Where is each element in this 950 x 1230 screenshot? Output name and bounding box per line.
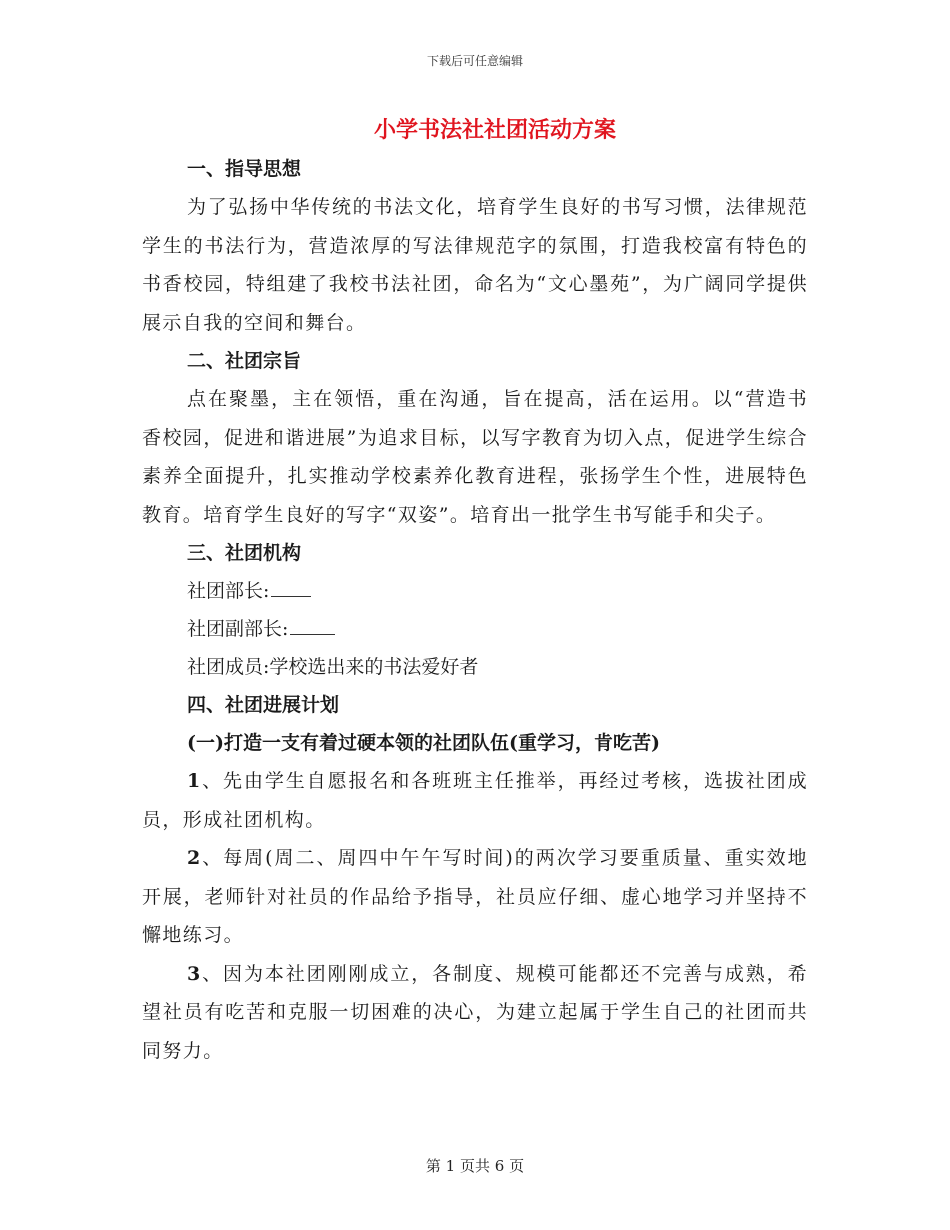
plan-item-3 [142, 955, 808, 1071]
org-line-director [142, 572, 808, 610]
page-footer: 第 1 页共 6 页 [425, 1157, 525, 1175]
org-line-members: 社团成员:学校选出来的书法爱好者 [187, 656, 479, 678]
section-paragraph-guiding-thought: 为了弘扬中华传统的书法文化，培育学生良好的书写习惯，法律规范学生的书法行为，营造浓厚的写法律规范字的氛围，打造我校富有特色的书香校园，特组建了我校书法社团，命名为“文心墨苑”，为广阔同学提供展示自我的空间和舞台。 [142, 196, 808, 334]
org-label-deputy-director: 社团副部长: [187, 618, 289, 640]
plan-item-2-text: 、每周(周二、周四中午午写时间)的两次学习要重质量、重实效地开展，老师针对社员的作品给予指导，社员应仔细、虚心地学习并坚持不懈地练习。 [142, 847, 808, 946]
plan-item-2-number: 2 [187, 847, 202, 869]
blank-underline [271, 596, 311, 597]
document-title: 小学书法社社团活动方案 [373, 117, 616, 143]
section-heading-purpose: 二、社团宗旨 [187, 350, 302, 372]
document-body [142, 150, 808, 1070]
plan-item-3-text: 、因为本社团刚刚成立，各制度、规模可能都还不完善与成熟，希望社员有吃苦和克服一切困难的决心，为建立起属于学生自己的社团而共同努力。 [142, 962, 808, 1062]
section-heading-guiding-thought: 一、指导思想 [187, 158, 302, 180]
plan-item-3-number: 3 [187, 962, 202, 985]
plan-item-2 [142, 839, 808, 955]
section-heading-plan: 四、社团进展计划 [187, 694, 340, 716]
plan-subheading-1: (一)打造一支有着过硬本领的社团队伍(重学习，肯吃苦) [187, 732, 660, 754]
blank-underline [290, 634, 335, 635]
header-note: 下载后可任意编辑 [426, 54, 523, 68]
plan-item-1-text: 、先由学生自愿报名和各班班主任推举，再经过考核，选拔社团成员，形成社团机构。 [142, 770, 808, 831]
section-heading-organization: 三、社团机构 [187, 542, 302, 564]
org-line-deputy-director [142, 610, 808, 648]
section-paragraph-purpose: 点在聚墨，主在领悟，重在沟通，旨在提高，活在运用。以“营造书香校园，促进和谐进展”为追求目标，以写字教育为切入点，促进学生综合素养全面提升，扎实推动学校素养化教育进程，张扬学生个性，进展特色教育。培育学生良好的写字“双姿”。培育出一批学生书写能手和尖子。 [142, 388, 808, 526]
plan-item-1-number: 1 [187, 770, 202, 792]
org-label-director: 社团部长: [187, 580, 270, 602]
plan-item-1 [142, 762, 808, 839]
